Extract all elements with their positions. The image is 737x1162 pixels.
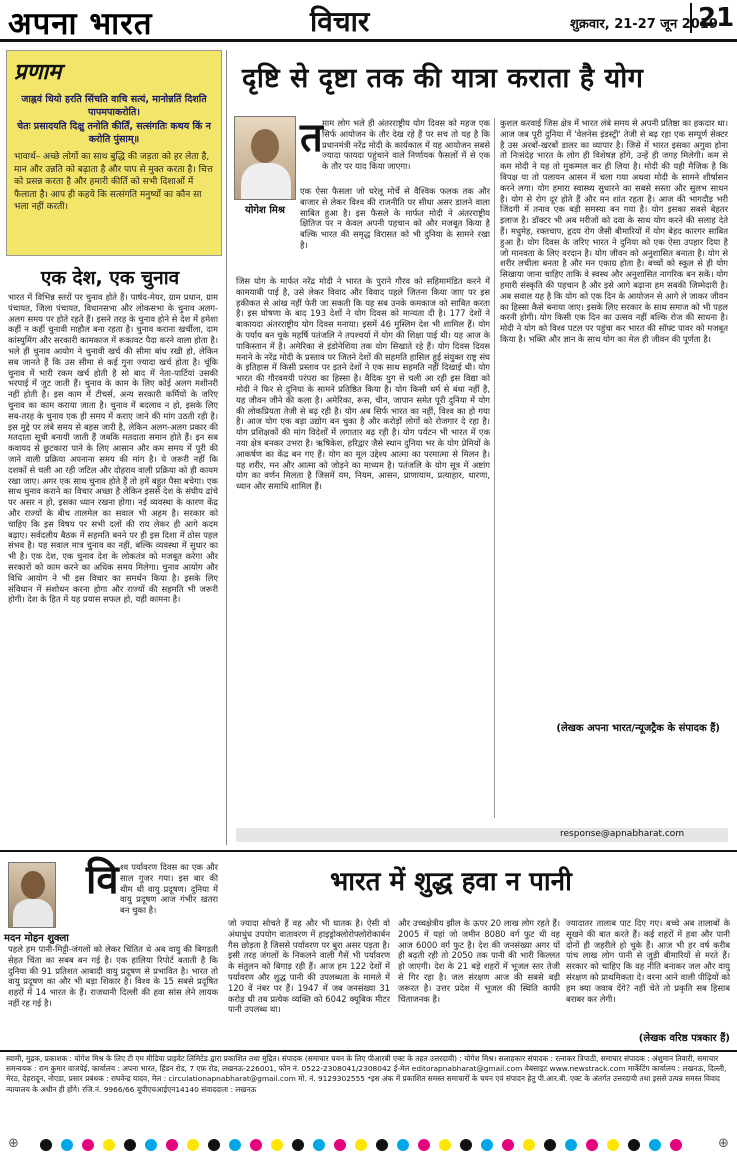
yoga-article-intro: माम लोग भले ही अंतरराष्ट्रीय योग दिवस को महज एक सिर्फ आयोजन के तौर देख रहे हैं पर सच तो यह है कि प्रधानमंत्री नरेंद्र मोदी के कार्यकाल में यह आयोजन सबसे ज्यादा फायदा पहुंचाने वाले निर्णायक फैसलों में से एक के तौर पर याद किया जाएगा।	[322, 118, 490, 172]
section-divider	[0, 850, 737, 852]
editorial-body: भारत में विभिन्न स्तरों पर चुनाव होते हैं। पार्षद-मेयर, ग्राम प्रधान, ग्राम पंचायत, जिला पंचायत, विधानसभा और लोकसभा के चुनाव अलग-अलग समय पर होते रहते हैं। इसने तरह के चुनाव होने से देश में हमेशा कहीं न कहीं चुनावी माहौल बना रहता है। चुनाव कराना खर्चीला, दाम कांस्युमिंग और सरकारी कामकाज में रूकावट पैदा करने वाला होता है। भले ही चुनाव आयोग ने चुनावी खर्च की सीमा बांध रखी हो, लेकिन सब जानते हैं कि उस सीमा से कई गुना ज्यादा खर्च होता है। चूंकि चुनाव में भारी रकम खर्च होती है सो बाद में नेता-पार्टियां उसकी भरपाई में जुट जाती हैं। चुनाव के काम के लिए कोई अलग मशीनरी नहीं होती है। इस काम में टीचर्स, अन्य सरकारी कर्मियों के जरिए चुनाव का काम कराया जाता है। चुनाव में बदलाव न हो, इसके लिए सब-तरह के चुनाव एक ही समय में कराए जाने की मांग उठती रही है। इस मुद्दे पर लंबे समय से बहस जारी है, लेकिन अलग-अलग प्रकार की मतदाता सूची बनायी जाती हैं जबकि मतदाता समान होते हैं। इन सब कवायद से छुटकारा पाने के लिए आसान और कम समय में पूरी की जाने वाली प्रक्रिया अपनाना समय की मांग है। ये जरूरी नहीं कि दशकों से चली आ रही जटिल और दोहराव वाली प्रक्रिया को ही कायम रखा जाए। अगर एक साथ चुनाव होते हैं तो हमें बहुत पैसा बचेगा। एक साथ चुनाव कराने का विचार अच्छा है लेकिन इससे देश के संघीय ढांचे पर असर न हो, इसका ध्यान रखना होगा। नई व्यवस्था के कारण केंद्र और राज्यों के बीच तालमेल का सवाल भी अहम है। सरकार को चाहिए कि इस विषय पर सभी दलों की राय लेकर ही आगे कदम बढ़ाए। सर्वदलीय बैठक में सहमति बनने पर ही इस दिशा में ठोस पहल संभव है। यह सवाल मात्र चुनाव का नहीं, बल्कि व्यवस्था में सुधार का भी है। एक देश, एक चुनाव देश के लोकतंत्र को मजबूत करेगा और सरकारों को काम करने का अधिक समय मिलेगा। चुनाव आयोग और विधि आयोग ने भी इस विचार का समर्थन किया है। इसके लिए संविधान में संशोधन करना होगा और राज्यों की सहमति भी जरूरी होगी। देश के हित में यह प्रयास सफल हो, यही कामना है।	[8, 292, 218, 605]
registration-dot	[187, 1139, 199, 1151]
registration-dot	[418, 1139, 430, 1151]
dropcap: वि	[86, 856, 119, 903]
registration-marks	[40, 1136, 700, 1152]
registration-dot	[502, 1139, 514, 1151]
registration-dot	[61, 1139, 73, 1151]
yoga-article-body-column-1: जिस योग के मार्फत नरेंद्र मोदी ने भारत के पुराने गौरव को सहिमामंडित करने में कामयाबी पाई है, उसे लेकर विवाद और विवाद पहले जितना किया जाए पर इस हकीकत से आंख नहीं फेरी जा सकती कि यह सब उनके कमकाज को साबित करता है। इस घोषणा के बाद 193 देशों ने योग दिवस को मान्यता दी है। 177 देशों ने बाकायदा अंतरराष्ट्रीय योग दिवस मनाया। इसमें 46 मुस्लिम देश भी शामिल हैं। योग के पर्याय बन चुके महर्षि पतंजलि ने तपश्चर्या में योग की शिक्षा पाई थी। यह आज के पाकिस्तान में है। अमेरिका से इंडोनेशिया तक योग सिखाते रहे हैं। योग दिवस दिवस मनाने के नरेंद्र मोदी के प्रस्ताव पर जितने देशों की सहमति हासिल हुई संयुक्त राष्ट्र संघ के इतिहास में किसी प्रस्ताव पर इतने देशों ने एक साथ सहमति नहीं दिखाई थी। योग भारत की गौरवमयी परंपरा का हिस्सा है। वैदिक युग से चली आ रही इस विद्या को मोदी ने फिर से दुनिया के सामने प्रतिष्ठित किया है। योग किसी धर्म से बंधा नहीं है, यह जीवन जीने की कला है। अमेरिका, रूस, चीन, जापान समेत पूरी दुनिया में योग की लोकप्रियता तेजी से बढ़ रही है। योग अब सिर्फ भारत का नहीं, विश्व का हो गया है। आज योग एक बड़ा उद्योग बन चुका है और करोड़ों लोगों को रोजगार दे रहा है। योग प्रशिक्षकों की मांग विदेशों में लगातार बढ़ रही है। योग पर्यटन भी भारत में एक नया क्षेत्र बनकर उभरा है। ऋषिकेश, हरिद्वार जैसे स्थान दुनिया भर के योग प्रेमियों के आकर्षण का केंद्र बन गए हैं। योग का मूल उद्देश्य आत्मा का परमात्मा से मिलन है। यह शरीर, मन और आत्मा को जोड़ने का माध्यम है। पतंजलि के योग सूत्र में अष्टांग योग का वर्णन मिलता है जिसमें यम, नियम, आसन, प्राणायाम, प्रत्याहार, धारणा, ध्यान और समाधि शामिल हैं।	[236, 276, 490, 492]
air-article-body-column-4: ज्यादातर तालाब पाट दिए गए। बच्चे अब तालाबों के सूखने की बात करते हैं। कई शहरों में हवा और पानी दोनों ही जहरीले हो चुके हैं। आज भी हर वर्ष करीब पांच लाख लोग पानी से जुड़ी बीमारियों से मरते हैं। सरकार को चाहिए कि वह नीति बनाकर जल और वायु संरक्षण को प्राथमिकता दे। वरना आने वाली पीढ़ियों को हम क्या जवाब देंगे? नहीं चेते तो प्रकृति सब हिसाब बराबर कर लेगी।	[566, 918, 730, 1004]
pranam-shloka-line-1: जाह्नवं धियो हरति सिंचति वाचि सत्यं, मानोन्नतिं दिशति पापमपाकरोति।	[21, 94, 207, 118]
author-photo	[234, 116, 296, 200]
yoga-article-author: योगेश मिश्र	[245, 205, 285, 216]
page-number: 21	[690, 3, 734, 33]
registration-dot	[40, 1139, 52, 1151]
air-article-body-column-2: जो ज्यादा सोचते हैं वह और भी घातक है। ऐसी वो अंधाधुंध उपयोग वातावरण में हाइड्रोक्लोरोफ्लोरोकार्बन गैस छोड़ता है जिससे पर्यावरण पर बुरा असर पड़ता है। इसी तरह जंगलों के निकलने वाली गैसें भी पर्यावरण के संतुलन को बिगाड़ रही हैं। आज हम 122 देशों में पर्यावरण और शुद्ध पानी की उपलब्धता के मामले में 120 वें नंबर पर हैं। 1947 में जब जनसंख्या 31 करोड़ थी तब प्रत्येक व्यक्ति को 6042 क्यूबिक मीटर पानी उपलब्ध था।	[228, 918, 390, 1015]
registration-dot	[523, 1139, 535, 1151]
footer-divider	[0, 1050, 737, 1052]
pranam-title: प्रणाम	[14, 59, 62, 85]
pranam-meaning: भावार्थ– अच्छे लोगों का साथ बुद्धि की जड़ता को हर लेता है, मान और उन्नति को बढ़ाता है और पाप से मुक्त करता है। चित्त को प्रसन्न करता है और हमारी कीर्ति को सभी दिशाओं में फैलाता है। आप ही कहये कि सत्संगति मनुष्यों का कौन सा भला नहीं करती।	[14, 152, 213, 212]
yoga-article-intro-continued: एक ऐसा फैसला जो घरेलू मोर्चे से वैश्विक फलक तक और बाजार से लेकर विश्व की राजनीति पर सीधा असर डालने वाला साबित हुआ है। इस फैसले के मार्फत मोदी ने अंतरराष्ट्रीय क्षितिज पर न केवल अपनी पहचान को और मजबूत किया है बल्कि भारत की समृद्ध विरासत को भी दुनिया के सामने रखा है।	[300, 186, 490, 250]
crop-mark-icon: ⊕	[718, 1136, 729, 1151]
registration-dot	[250, 1139, 262, 1151]
dropcap: त	[300, 114, 323, 161]
section-title: विचार	[310, 5, 370, 38]
registration-dot	[334, 1139, 346, 1151]
registration-dot	[292, 1139, 304, 1151]
registration-dot	[544, 1139, 556, 1151]
registration-dot	[271, 1139, 283, 1151]
registration-dot	[103, 1139, 115, 1151]
registration-dot	[145, 1139, 157, 1151]
imprint-footer: स्वामी, मुद्रक, प्रकाशक : योगेश मिश्र के लिए टी एम मीडिया प्राइवेट लिमिटेड द्वारा प्रकाशित तथा मुद्रित। संपादक (समाचार चयन के लिए पीआरबी एक्ट के तहत उत्तरदायी) : योगेश मिश्र। सलाहकार संपादक : रत्नाकर त्रिपाठी, समाचार संपादक : अंशुमान तिवारी, समाचार समन्वयक : राम कुमार वाजपेई, कार्यालय : अपना भारत, हिंडन रोड, 7 एफ़ रोड, लखनऊ-226001, फोन नं. 0522-2308041/2308042 ई-मेल editorapnabharat@gmail.com वेबसाइट www.newstrack.com मार्केटिंग कार्यालय : लखनऊ, दिल्ली, मेरठ, देहरादून, नोएडा, प्रसार प्रबंधक : राघवेन्द्र यादव, मेल : circulationapnabharat@gmail.com मो. नं. 9129302555 *इस अंक में प्रकाशित समस्त समाचारों के चयन एवं संपादन हेतु पी.आर.बी. एक्ट के अंतर्गत उत्तरदायी तथा इससे उत्पन्न समस्त विवाद न्यायालय के अधीन ही होंगे। रजि.नं. 9966/66 यूपीएचआईएन14140 संवाददाता : लखनऊ	[6, 1054, 727, 1094]
registration-dot	[649, 1139, 661, 1151]
registration-dot	[166, 1139, 178, 1151]
air-article-credit: (लेखक वरिष्ठ पत्रकार हैं)	[638, 1033, 730, 1044]
registration-dot	[460, 1139, 472, 1151]
yoga-article-headline: दृष्टि से दृष्टा तक की यात्रा कराता है योग	[242, 63, 644, 94]
registration-dot	[397, 1139, 409, 1151]
registration-dot	[670, 1139, 682, 1151]
registration-dot	[208, 1139, 220, 1151]
column-divider	[494, 118, 495, 818]
registration-dot	[313, 1139, 325, 1151]
pranam-shloka-line-2: चेतः प्रसादयति दिक्षु तनोति कीर्तिं, सत्संगतिः कथय किं न करोति पुंसाम्॥	[17, 121, 211, 145]
air-article-body-column-1: पहले हम पानी-मिट्टी-जंगलों को लेकर चिंतित थे अब वायु की बिगड़ती सेहत चिंता का सबब बन गई है। एक हालिया रिपोर्ट बताती है कि दुनिया की 91 प्रतिशत आबादी वायु प्रदूषण से प्रभावित है। भारत तो वायु प्रदूषण का और भी बड़ा शिकार है। विश्व के 15 सबसे प्रदूषित शहरों में 14 भारत के हैं। राजधानी दिल्ली की हवा सांस लेने लायक नहीं रह गई है।	[8, 944, 218, 1008]
yoga-article-body-column-2: कुशल करवाई जिस क्षेत्र में भारत लंबे समय से अपनी प्रतिष्ठा का हकदार था। आज जब पूरी दुनिया में 'वेलनेस इंडस्ट्री' तेजी से बढ़ रहा एक सम्पूर्ण सेक्टर है उस अरबों-खरबों डालर का व्यापार है। जिसे में भारत इसका अगुवा होना तो निःसंदेह भारत के लोग ही विशेषज्ञ होंगे, उन्हें ही जगह मिलेगी। कम से कम मोदी ने यह तो मुकम्मल कर ही लिया है। मोदी की यही मैजिक है कि विपक्ष या तो पलायन आसन में चला गया अथवा मोदी के सामने शीर्षासन करने लगा। योग हमारा स्वास्थ्य सुधारने का सबसे सस्ता और सुलभ साधन है। योग से रोग दूर होते हैं और मन शांत रहता है। आज की भागदौड़ भरी जिंदगी में तनाव एक बड़ी समस्या बन गया है। योग इसका सबसे बेहतर इलाज है। डॉक्टर भी अब मरीजों को दवा के साथ योग करने की सलाह देते हैं। मधुमेह, रक्तचाप, हृदय रोग जैसी बीमारियों में योग बेहद कारगर साबित हुआ है। योग दिवस के जरिए भारत ने दुनिया को एक ऐसा उपहार दिया है जो मानवता के लिए वरदान है। योग जीवन को अनुशासित बनाता है। योग से शरीर लचीला बनता है और मन एकाग्र होता है। बच्चों को स्कूल से ही योग सिखाया जाना चाहिए ताकि वे स्वस्थ और अनुशासित नागरिक बन सकें। योग हमारी संस्कृति की पहचान है और इसे आगे बढ़ाना हम सबकी जिम्मेदारी है। अब सवाल यह है कि योग को एक दिन के आयोजन से आगे ले जाकर जीवन का हिस्सा कैसे बनाया जाए। इसके लिए सरकार के साथ समाज को भी पहल करनी होगी। योग किसी एक दिन का उत्सव नहीं बल्कि रोज की साधना है। मोदी ने योग को विश्व पटल पर पहुंचा कर भारत की सॉफ्ट पावर को मजबूत किया है। भक्ति और ज्ञान के साथ योग का मेल ही जीवन की पूर्णता है।	[500, 118, 728, 344]
registration-dot	[82, 1139, 94, 1151]
author-photo	[8, 862, 56, 928]
column-divider	[226, 50, 227, 845]
registration-dot	[607, 1139, 619, 1151]
registration-dot	[586, 1139, 598, 1151]
air-article-body-column-3: और उच्चक्षेत्रीय झील के ऊपर 20 लाख लोग रहते हैं। 2005 में यहां जो जमीन 8080 वर्ग फुट थी वह आज 6000 वर्ग फुट है। देश की जनसंख्या अगर यों ही बढ़ती रही तो 2050 तक पानी की भारी किल्लत हो जाएगी। देश के 21 बड़े शहरों में भूजल स्तर तेजी से गिर रहा है। जल संरक्षण आज की सबसे बड़ी जरूरत है। उत्तर प्रदेश में भूजल की स्थिति काफी चिंताजनक है।	[398, 918, 560, 1004]
registration-dot	[229, 1139, 241, 1151]
registration-dot	[565, 1139, 577, 1151]
registration-dot	[628, 1139, 640, 1151]
response-email[interactable]: response@apnabharat.com	[560, 829, 685, 839]
air-article-headline: भारत में शुद्ध हवा न पानी	[330, 867, 572, 897]
crop-mark-icon: ⊕	[8, 1136, 19, 1151]
registration-dot	[124, 1139, 136, 1151]
air-article-author: मदन मोहन शुक्ला	[4, 933, 69, 944]
issue-date: शुक्रवार, 21-27 जून 2019	[570, 17, 718, 32]
registration-dot	[355, 1139, 367, 1151]
registration-dot	[376, 1139, 388, 1151]
registration-dot	[439, 1139, 451, 1151]
air-article-intro: श्व पर्यावरण दिवस का एक और साल गुजर गया। इस बार की थीम थी वायु प्रदूषण। दुनिया में वायु प्रदूषण आज गंभीर खतरा बन चुका है।	[120, 862, 218, 916]
newspaper-logo: अपना भारत	[8, 6, 153, 42]
yoga-article-credit: (लेखक अपना भारत/न्यूजट्रैक के संपादक हैं)	[556, 723, 720, 734]
registration-dot	[481, 1139, 493, 1151]
editorial-headline: एक देश, एक चुनाव	[40, 267, 180, 289]
